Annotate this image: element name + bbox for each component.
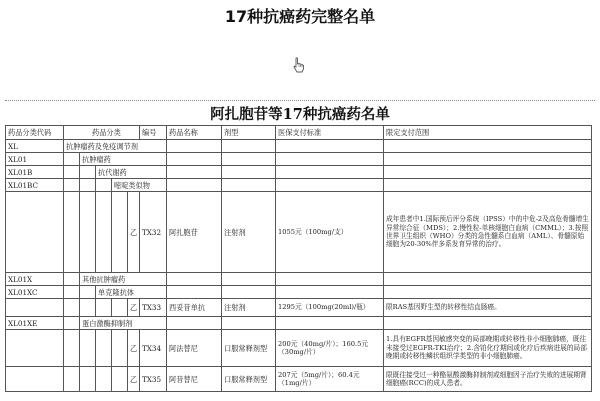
dosage-form	[276, 166, 384, 179]
insurance-price	[384, 179, 592, 192]
header-payment-scope: 限定支付范围	[384, 126, 592, 140]
dosage-form	[276, 140, 384, 153]
hand-cursor-icon	[292, 57, 306, 73]
indent-cell	[80, 179, 96, 192]
drug-name: 阿扎胞苷	[167, 192, 222, 273]
indent-cell	[64, 330, 80, 367]
insurance-price	[384, 317, 592, 330]
indent-cell	[64, 179, 80, 192]
drug-number: TX34	[140, 330, 167, 367]
header-category-code: 药品分类代码	[6, 126, 64, 140]
insurance-price	[384, 166, 592, 179]
drug-number: TX33	[140, 299, 167, 317]
indent-cell	[64, 317, 80, 330]
table-row	[6, 317, 592, 330]
category-name: 抗肿瘤药	[80, 153, 167, 166]
category-name: 嘧啶类似物	[112, 179, 167, 192]
dosage-form: 口服常释剂型	[222, 330, 276, 367]
dosage-form: 注射剂	[222, 192, 276, 273]
drug-list-table	[5, 125, 592, 392]
indent-cell	[112, 330, 128, 367]
category-code	[6, 330, 64, 367]
indent-cell	[80, 166, 96, 179]
drug-number	[167, 286, 222, 299]
table-row	[6, 367, 592, 392]
header-insurance-price: 医保支付标准	[276, 126, 384, 140]
payment-scope: 限RAS基因野生型的转移性结直肠癌。	[384, 299, 592, 317]
category-code	[6, 299, 64, 317]
drug-number: TX32	[140, 192, 167, 273]
category-code	[6, 192, 64, 273]
category-name: 蛋白激酶抑制剂	[80, 317, 167, 330]
insurance-price	[384, 140, 592, 153]
category-code: XL01X	[6, 273, 64, 286]
category-code: XL01	[6, 153, 64, 166]
table-row	[6, 330, 592, 367]
indent-cell	[80, 286, 96, 299]
indent-cell	[64, 367, 80, 392]
drug-name	[222, 166, 276, 179]
table-row	[6, 153, 592, 166]
indent-cell	[80, 299, 96, 317]
indent-cell	[96, 330, 112, 367]
drug-number	[167, 140, 222, 153]
header-dosage-form: 剂型	[222, 126, 276, 140]
category-code: XL01XE	[6, 317, 64, 330]
drug-name	[222, 153, 276, 166]
drug-name	[222, 273, 276, 286]
dosage-form	[276, 317, 384, 330]
indent-cell	[64, 192, 80, 273]
table-row	[6, 192, 592, 273]
category-name: 其他抗肿瘤药	[80, 273, 167, 286]
dosage-form: 注射剂	[222, 299, 276, 317]
insurance-price	[384, 273, 592, 286]
indent-cell	[96, 192, 112, 273]
drug-name: 阿昔替尼	[167, 367, 222, 392]
category-code: XL01XC	[6, 286, 64, 299]
drug-name	[222, 140, 276, 153]
drug-number: TX35	[140, 367, 167, 392]
drug-number	[167, 166, 222, 179]
category-name: 抗代谢药	[96, 166, 167, 179]
dosage-form	[276, 153, 384, 166]
category-code: XL	[6, 140, 64, 153]
indent-cell	[112, 367, 128, 392]
table-row	[6, 140, 592, 153]
document-preview	[5, 100, 595, 401]
dosage-form	[276, 179, 384, 192]
page-title: 17种抗癌药完整名单	[224, 7, 376, 26]
payment-scope: 1.具有EGFR基因敏感突变的局部晚期或转移性非小细胞肺癌，既往未接受过EGFR-TKI治疗；2.含铂化疗期间或化疗后疾病进展的局部晚期或转移性鳞状组织学类型的非小细胞肺癌。	[384, 330, 592, 367]
table-row	[6, 273, 592, 286]
indent-cell	[64, 299, 80, 317]
grade-cell: 乙	[128, 330, 140, 367]
indent-cell	[64, 273, 80, 286]
drug-name: 阿法替尼	[167, 330, 222, 367]
insurance-price: 207元（5mg/片）；60.4元（1mg/片）	[276, 367, 384, 392]
grade-cell: 乙	[128, 192, 140, 273]
indent-cell	[80, 192, 96, 273]
insurance-price	[384, 153, 592, 166]
insurance-price: 1295元（100mg(20ml)/瓶）	[276, 299, 384, 317]
dosage-form	[276, 273, 384, 286]
insurance-price: 200元（40mg/片）；160.5元（30mg/片）	[276, 330, 384, 367]
table-row	[6, 299, 592, 317]
indent-cell	[112, 192, 128, 273]
table-row	[6, 286, 592, 299]
grade-cell: 乙	[128, 367, 140, 392]
payment-scope: 成年患者中1.国际预后评分系统（IPSS）中的中危-2及高危骨髓增生异常综合征（MDS）；2.慢性粒-单核细胞白血病（CMML）；3.按照世界卫生组织（WHO）分类的急性髓系白血病（AML）、骨髓原始细胞为20-30%伴多系发育异常的治疗。	[384, 192, 592, 273]
indent-cell	[96, 179, 112, 192]
indent-cell	[64, 166, 80, 179]
insurance-price: 1055元（100mg/支）	[276, 192, 384, 273]
drug-number	[167, 317, 222, 330]
drug-number	[167, 273, 222, 286]
indent-cell	[96, 299, 112, 317]
dosage-form: 口服常释剂型	[222, 367, 276, 392]
drug-name	[222, 179, 276, 192]
table-row	[6, 179, 592, 192]
indent-cell	[112, 299, 128, 317]
payment-scope: 限既往接受过一种酪氨酸激酶抑制剂或细胞因子治疗失败的进展期肾细胞癌(RCC)的成人患者。	[384, 367, 592, 392]
category-name: 抗肿瘤药及免疫调节剂	[64, 140, 167, 153]
dosage-form	[276, 286, 384, 299]
document-title: 阿扎胞苷等17种抗癌药名单	[210, 106, 390, 123]
category-name: 单克隆抗体	[96, 286, 167, 299]
indent-cell	[64, 153, 80, 166]
drug-name	[222, 317, 276, 330]
category-code	[6, 367, 64, 392]
drug-name: 西妥昔单抗	[167, 299, 222, 317]
indent-cell	[80, 330, 96, 367]
insurance-price	[384, 286, 592, 299]
header-category: 药品分类	[64, 126, 140, 140]
category-code: XL01B	[6, 166, 64, 179]
table-header-row	[6, 126, 592, 140]
category-code: XL01BC	[6, 179, 64, 192]
table-row	[6, 166, 592, 179]
drug-number	[167, 179, 222, 192]
indent-cell	[64, 286, 80, 299]
drug-name	[222, 286, 276, 299]
header-number: 编号	[140, 126, 167, 140]
header-drug-name: 药品名称	[167, 126, 222, 140]
indent-cell	[80, 367, 96, 392]
drug-number	[167, 153, 222, 166]
indent-cell	[96, 367, 112, 392]
grade-cell: 乙	[128, 299, 140, 317]
